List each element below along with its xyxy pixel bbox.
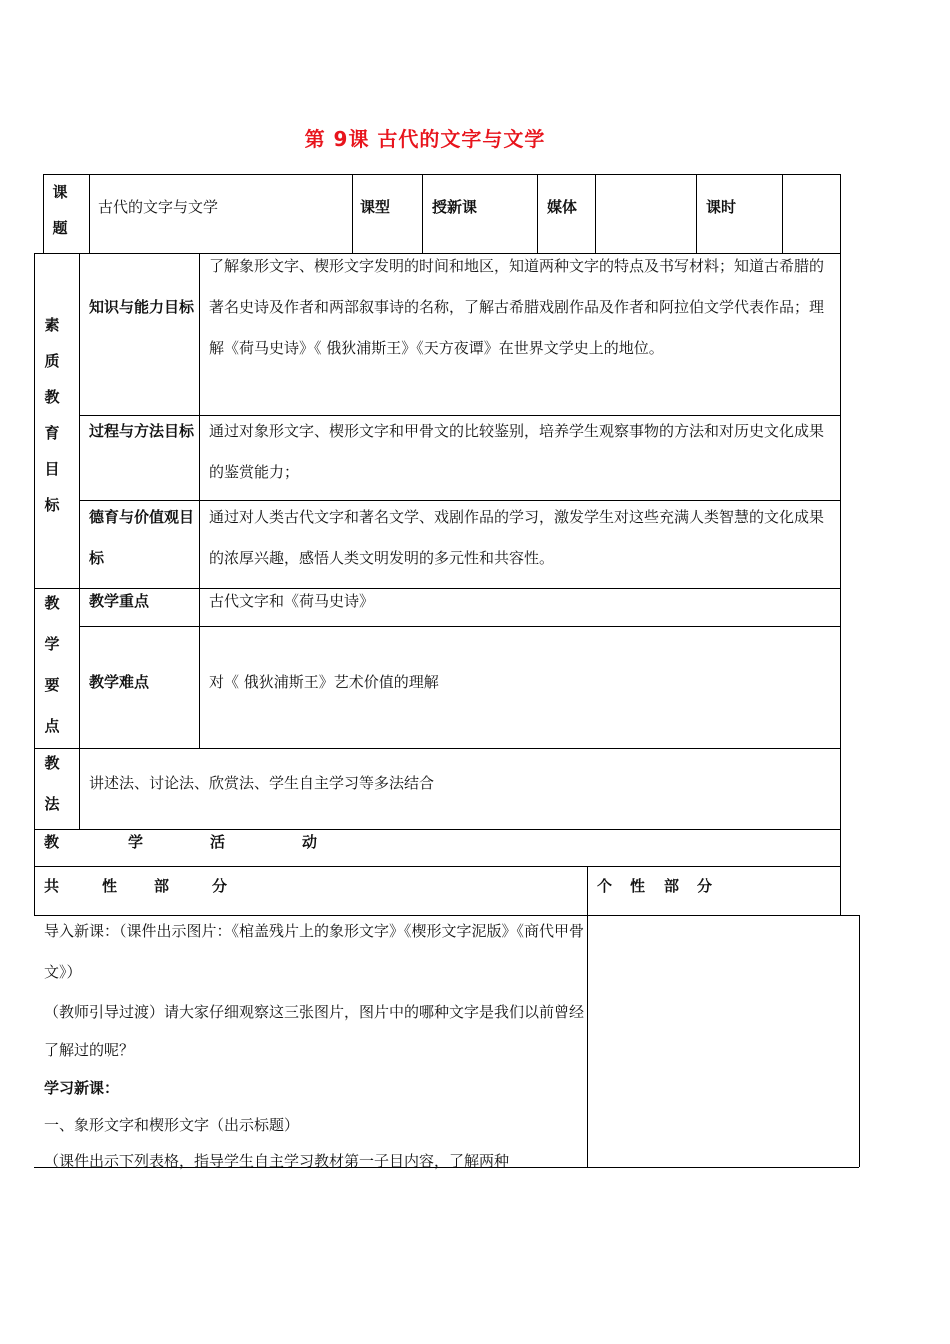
- lesson-instruction: （课件出示下列表格，指导学生自主学习教材第一子目内容，了解两种: [44, 1152, 510, 1170]
- new-lesson-label: 学习新课：: [44, 1079, 120, 1097]
- teaching-difficulty-text: 对《 俄狄浦斯王》艺术价值的理解: [209, 673, 439, 691]
- media-label: 媒体: [547, 198, 578, 216]
- type-value: 授新课: [432, 198, 478, 216]
- lesson-common-content: [44, 911, 584, 1179]
- knowledge-objective-label: 知识与能力目标: [89, 298, 195, 316]
- teaching-focus-text: 古代文字和《荷马史诗》: [209, 592, 375, 610]
- page-title: 第 9课 古代的文字与文学: [304, 127, 546, 151]
- teaching-method-label: 教 法: [44, 754, 60, 813]
- period-label: 课时: [706, 198, 737, 216]
- values-objective-text: 通过对人类古代文字和著名文学、戏剧作品的学习，激发学生对这些充满人类智慧的文化成果的浓厚兴趣，感悟人类文明发明的多元性和共容性。: [209, 508, 825, 567]
- teaching-method-text: 讲述法、讨论法、欣赏法、学生自主学习等多法结合: [89, 774, 435, 792]
- process-objective-text: 通过对象形文字、楔形文字和甲骨文的比较鉴别，培养学生观察事物的方法和对历史文化成果的鉴赏能力；: [209, 422, 825, 481]
- type-label: 课型: [360, 198, 391, 216]
- key-points-label: 教 学 要 点: [44, 594, 60, 735]
- values-objective-label: 德育与价值观目标: [89, 508, 195, 567]
- process-objective-label: 过程与方法目标: [89, 422, 195, 440]
- lesson-intro: 导入新课：（课件出示图片：《棺盖残片上的象形文字》《楔形文字泥版》《商代甲骨文》）: [44, 922, 585, 981]
- teaching-difficulty-label: 教学难点: [89, 673, 150, 691]
- teaching-focus-label: 教学重点: [89, 592, 150, 610]
- topic-label: 课 题: [52, 183, 68, 237]
- objectives-label: 素 质 教 育 目 标: [44, 316, 60, 514]
- topic-value: 古代的文字与文学: [98, 198, 219, 216]
- section-one-title: 一、象形文字和楔形文字（出示标题）: [44, 1116, 300, 1134]
- knowledge-objective-text: 了解象形文字、楔形文字发明的时间和地区，知道两种文字的特点及书写材料；知道古希腊的著名史诗及作者和两部叙事诗的名称，了解古希腊戏剧作品及作者和阿拉伯文学代表作品；理解《荷马史诗》《 俄狄浦斯王》《天方夜谭》在世界文学史上的地位。: [209, 257, 825, 357]
- lesson-guide: （教师引导过渡）请大家仔细观察这三张图片，图片中的哪种文字是我们以前曾经了解过的呢？: [44, 1003, 585, 1059]
